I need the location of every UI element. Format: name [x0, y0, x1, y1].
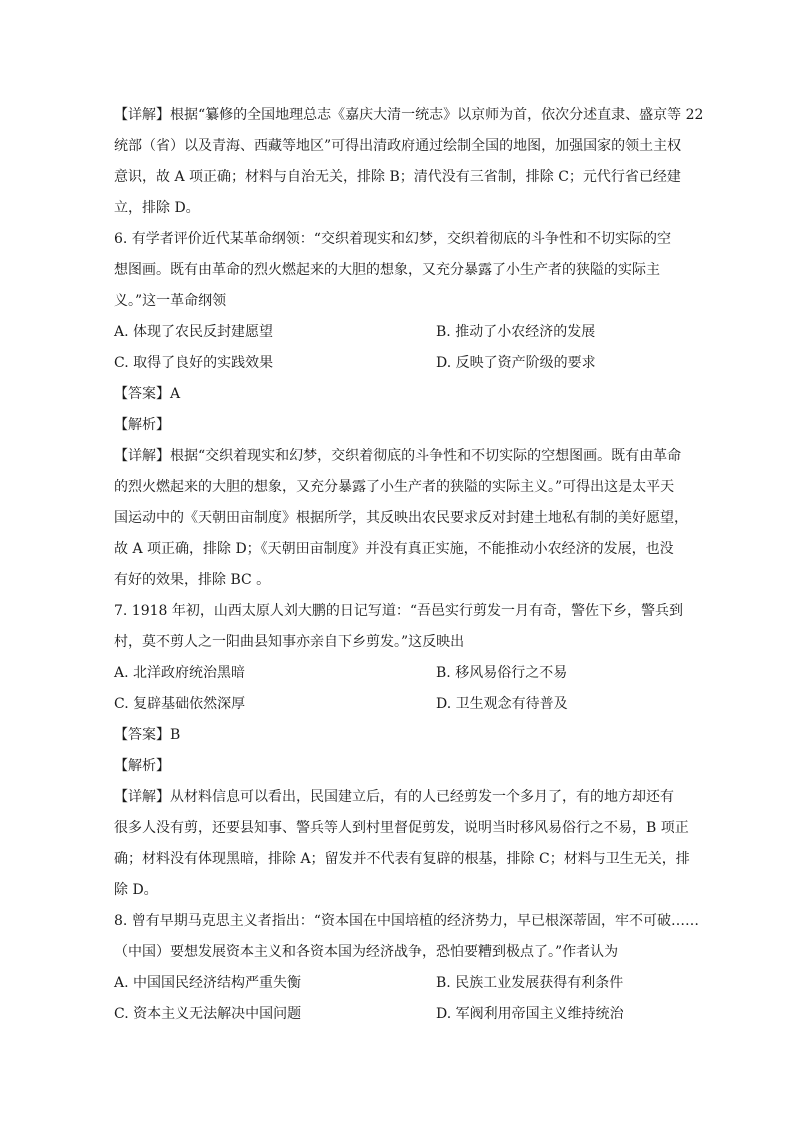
question-stem-line: （中国）要想发展资本主义和各资本国为经济战争，恐怕要糟到极点了。”作者认为	[114, 944, 619, 960]
question-stem-line: 想图画。既有由革命的烈火燃起来的大胆的想象，又充分暴露了小生产者的狭隘的实际主	[114, 262, 660, 278]
text-line: 统部（省）以及青海、西藏等地区”可得出清政府通过绘制全国的地图，加强国家的领土主权	[114, 138, 682, 154]
detail-line: 【详解】根据“交织着现实和幻梦，交织着彻底的斗争性和不切实际的空想图画。既有由革命	[114, 448, 682, 464]
options-row	[114, 999, 686, 1030]
answer-line: 【答案】A	[114, 386, 181, 402]
text-line: 意识，故 A 项正确；材料与自治无关，排除 B；清代没有三省制，排除 C；元代行省已经建	[114, 169, 681, 185]
option-a: A. 体现了农民反封建愿望	[114, 324, 274, 340]
question-8	[114, 906, 699, 1030]
option-b: B. 民族工业发展获得有利条件	[436, 975, 624, 991]
option-d: D. 反映了资产阶级的要求	[436, 355, 596, 371]
document-page	[114, 100, 704, 1030]
options-row	[114, 689, 686, 720]
option-b: B. 移风易俗行之不易	[436, 665, 568, 681]
text-line: 立，排除 D。	[114, 200, 200, 216]
analysis-heading: 【解析】	[114, 758, 170, 774]
options-row	[114, 348, 686, 379]
options-row	[114, 968, 686, 999]
analysis-heading: 【解析】	[114, 417, 170, 433]
detail-line: 除 D。	[114, 882, 158, 898]
detail-line: 【详解】从材料信息可以看出，民国建立后，有的人已经剪发一个多月了，有的地方却还有	[114, 789, 674, 805]
option-a: A. 北洋政府统治黑暗	[114, 665, 246, 681]
option-d: D. 卫生观念有待普及	[436, 696, 568, 712]
detail-line: 很多人没有剪，还要县知事、警兵等人到村里督促剪发，说明当时移风易俗行之不易，B 项正	[114, 820, 689, 836]
option-c: C. 取得了良好的实践效果	[114, 355, 274, 371]
detail-line: 国运动中的《天朝田亩制度》根据所学，其反映出农民要求反对封建土地私有制的美好愿望，	[114, 510, 688, 526]
question-stem-line: 7. 1918 年初，山西太原人刘大鹏的日记写道：“吾邑实行剪发一月有奇，警佐下乡，警兵到	[114, 603, 684, 619]
question-stem-line: 村，莫不剪人之一阳曲县知事亦亲自下乡剪发。”这反映出	[114, 634, 465, 650]
options-row	[114, 317, 686, 348]
question-6	[114, 224, 686, 596]
option-c: C. 资本主义无法解决中国问题	[114, 1006, 302, 1022]
option-d: D. 军阀利用帝国主义维持统治	[436, 1006, 624, 1022]
option-a: A. 中国国民经济结构严重失衡	[114, 975, 302, 991]
question-stem-line: 6. 有学者评价近代某革命纲领：“交织着现实和幻梦，交织着彻底的斗争性和不切实际的空	[114, 231, 671, 247]
option-c: C. 复辟基础依然深厚	[114, 696, 246, 712]
question-stem-line: 8. 曾有早期马克思主义者指出：“资本国在中国培植的经济势力，早已根深蒂固，牢不可破……	[114, 913, 699, 929]
option-b: B. 推动了小农经济的发展	[436, 324, 596, 340]
answer-line: 【答案】B	[114, 727, 181, 743]
text-line: 【详解】根据“纂修的全国地理总志《嘉庆大清一统志》以京师为首，依次分述直隶、盛京等 22	[114, 107, 704, 123]
detail-block-q5	[114, 100, 704, 224]
options-row	[114, 658, 686, 689]
detail-line: 确；材料没有体现黑暗，排除 A；留发并不代表有复辟的根基，排除 C；材料与卫生无关，排	[114, 851, 690, 867]
question-7	[114, 596, 690, 906]
detail-line: 有好的效果，排除 BC 。	[114, 572, 271, 588]
question-stem-line: 义。”这一革命纲领	[114, 293, 227, 309]
detail-line: 的烈火燃起来的大胆的想象，又充分暴露了小生产者的狭隘的实际主义。”可得出这是太平天	[114, 479, 675, 495]
detail-line: 故 A 项正确，排除 D；《天朝田亩制度》并没有真正实施，不能推动小农经济的发展，也没	[114, 541, 674, 557]
